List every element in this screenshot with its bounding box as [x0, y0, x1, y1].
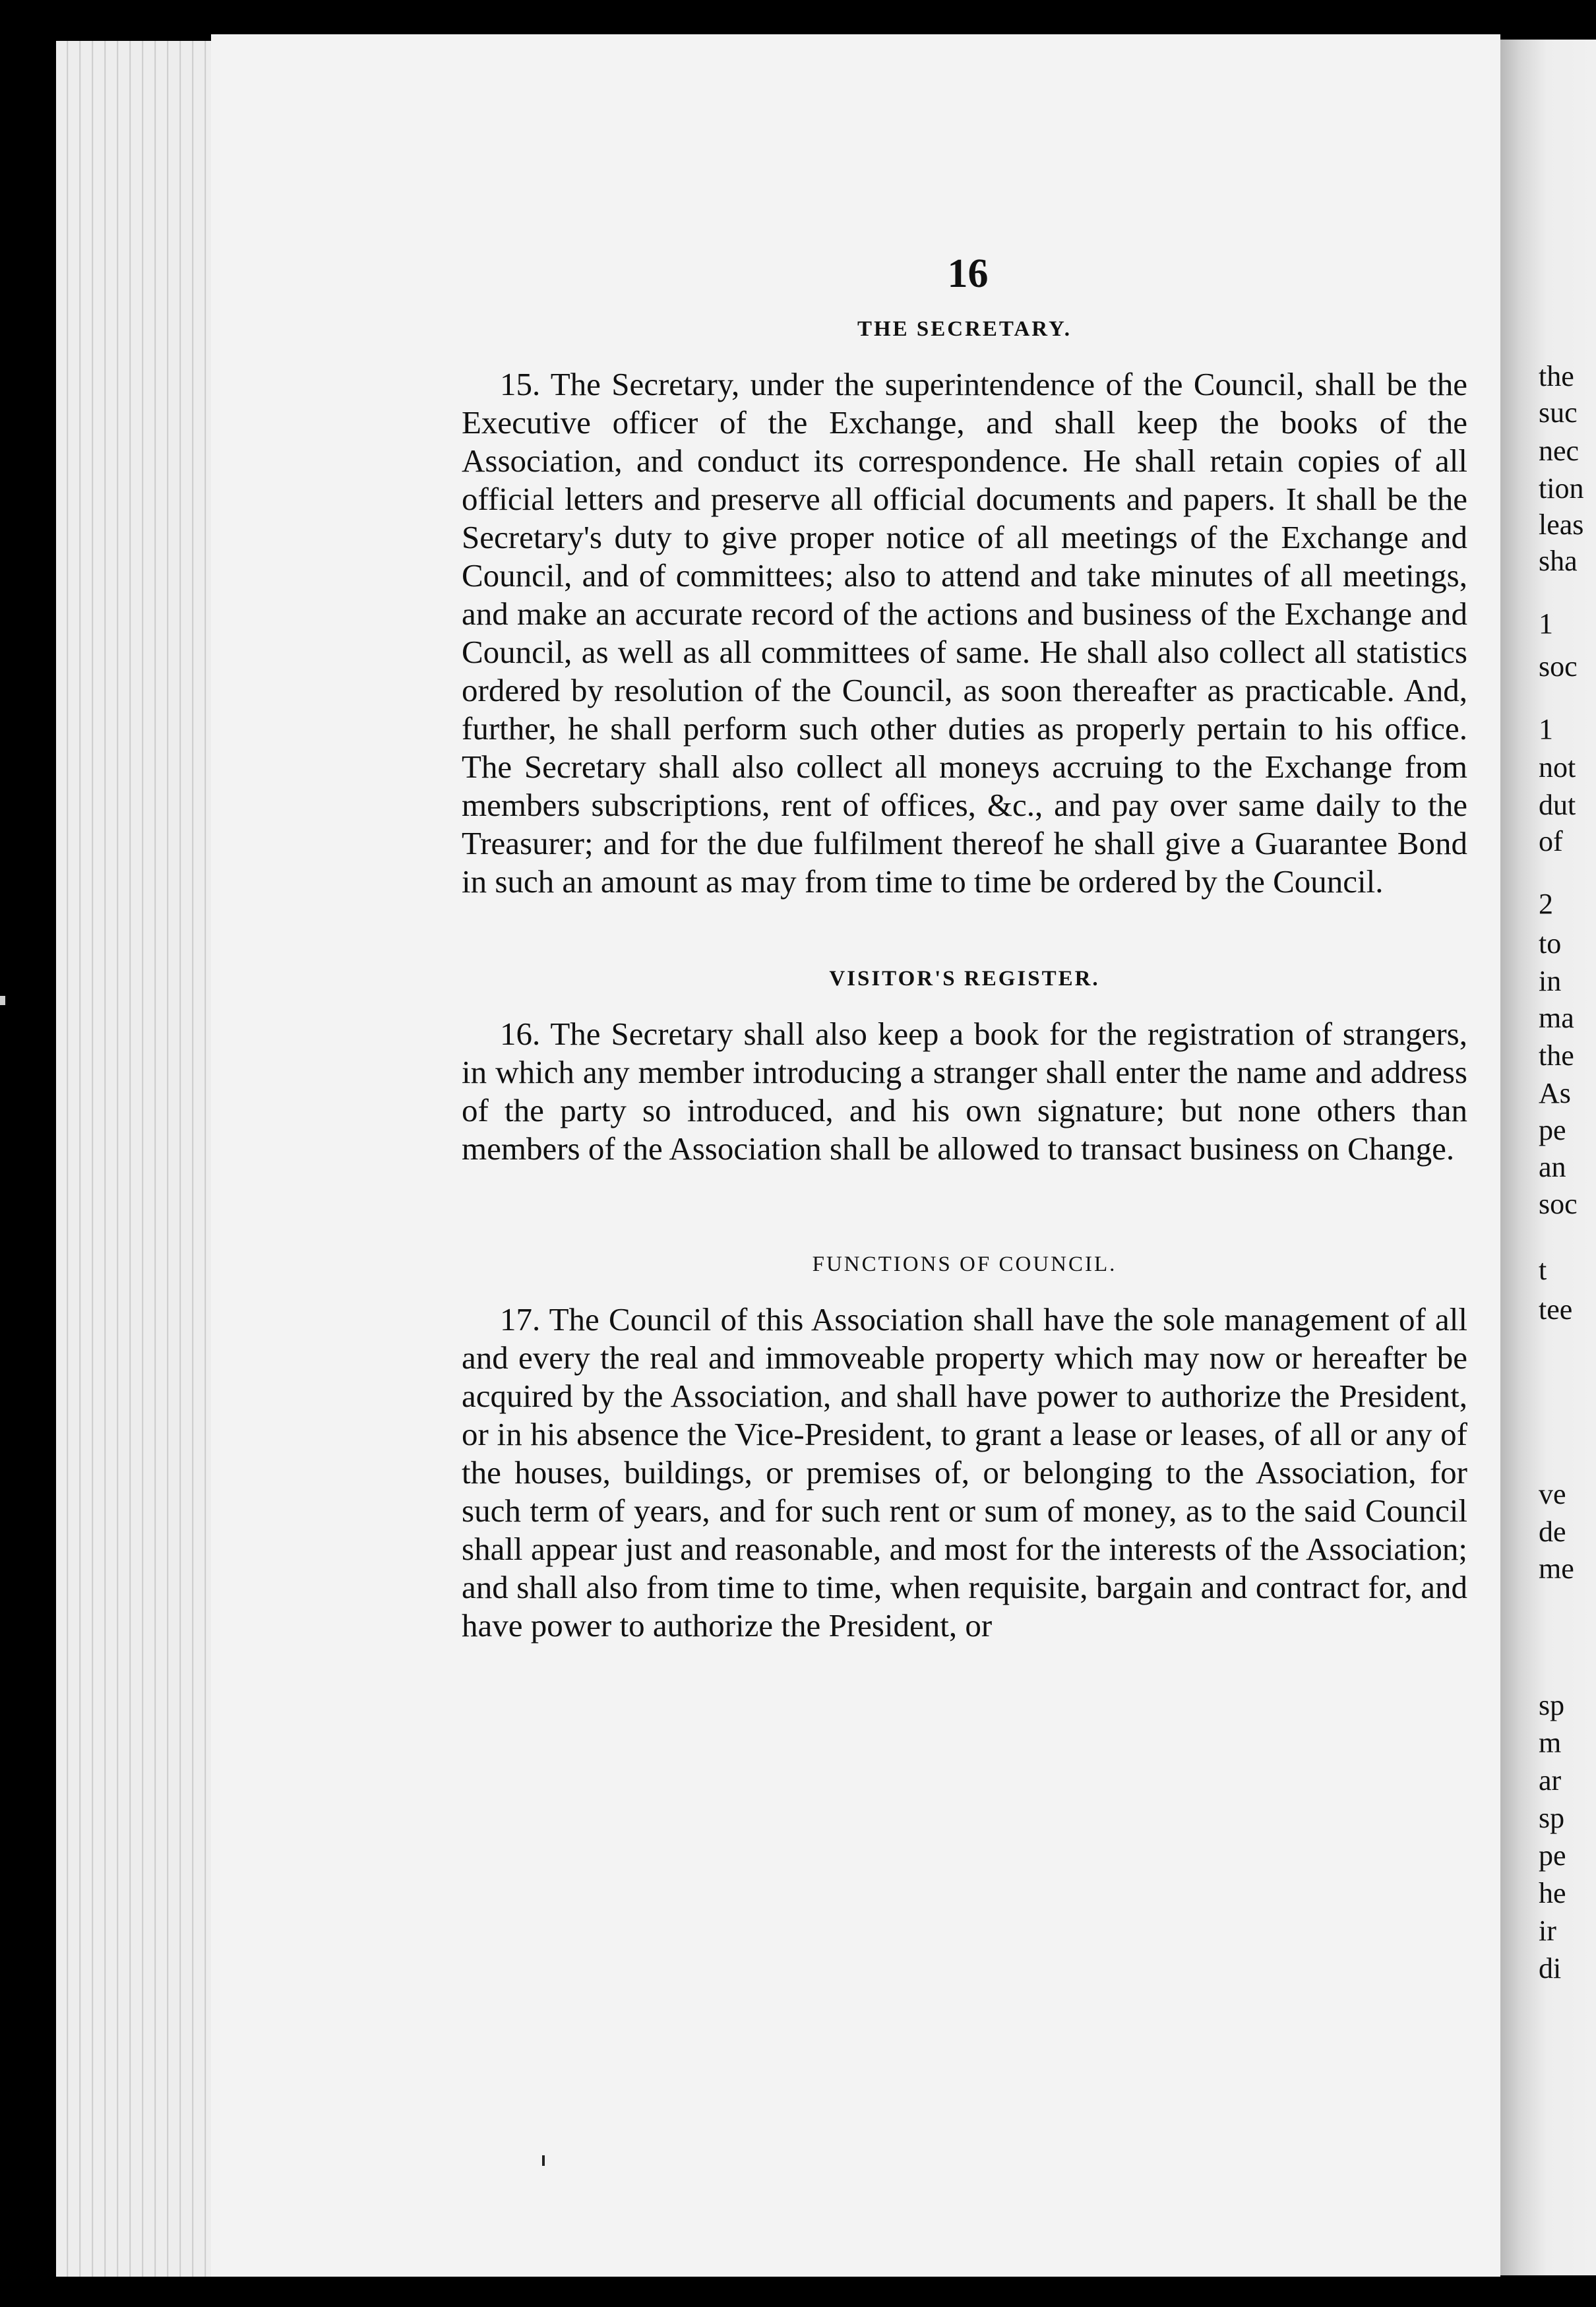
facing-fragment: the — [1539, 1039, 1574, 1072]
facing-fragment: ve — [1539, 1478, 1566, 1510]
facing-fragment: ma — [1539, 1002, 1574, 1034]
facing-fragment: As — [1539, 1077, 1571, 1109]
edge-mark — [0, 996, 5, 1005]
page-content — [462, 251, 1467, 1645]
facing-page — [1500, 40, 1596, 2275]
facing-fragment: sha — [1539, 545, 1578, 577]
section-heading-functions-of-council: FUNCTIONS OF COUNCIL. — [812, 1252, 1117, 1276]
facing-fragment: pe — [1539, 1114, 1566, 1146]
section-paragraph-visitors-register: 16. The Secretary shall also keep a book for the registration of strangers, in which any member introducing a stranger shall enter the name and address of the party so introduced, and his own signature; but none others than members of the Association shall be allowed to transact business on Change. — [462, 1016, 1467, 1167]
facing-fragment: ir — [1539, 1915, 1556, 1947]
facing-fragment: he — [1539, 1877, 1566, 1909]
facing-fragment: soc — [1539, 1188, 1578, 1220]
facing-fragment: in — [1539, 965, 1562, 997]
facing-fragment: di — [1539, 1952, 1562, 1984]
section-paragraph-functions-of-council: 17. The Council of this Association shall have the sole management of all and every the real and immoveable property which may now or hereafter be acquired by the Association, and shall have power to authorize the President, or in his absence the Vice-President, to grant a lease or leases, of all or any of the houses, buildings, or premises of, or belonging to the Association, for such term of years, and for such rent or sum of money, as to the said Council shall appear just and reasonable, and most for the interests of the Association; and shall also from time to time, when requisite, bargain and contract for, and have power to authorize the President, or — [462, 1301, 1467, 1644]
facing-fragment: an — [1539, 1151, 1566, 1183]
facing-fragment: sp — [1539, 1802, 1565, 1834]
section-heading-visitors-register: VISITOR'S REGISTER. — [829, 967, 1100, 991]
facing-fragment: not — [1539, 751, 1576, 784]
page-edges — [56, 41, 214, 2277]
facing-fragment: m — [1539, 1727, 1562, 1759]
facing-fragment: ar — [1539, 1764, 1562, 1797]
facing-fragment: tee — [1539, 1293, 1573, 1326]
facing-fragment: to — [1539, 927, 1562, 960]
facing-fragment: nec — [1539, 435, 1580, 467]
facing-fragment: suc — [1539, 396, 1578, 429]
facing-fragment: dut — [1539, 789, 1576, 821]
facing-fragment: t — [1539, 1254, 1547, 1286]
facing-fragment: 2 — [1539, 888, 1553, 920]
facing-fragment: sp — [1539, 1689, 1565, 1721]
facing-fragment: 1 — [1539, 607, 1553, 640]
facing-fragment: soc — [1539, 650, 1578, 683]
facing-fragment: pe — [1539, 1839, 1566, 1872]
ink-mark — [542, 2155, 545, 2166]
facing-fragment: de — [1539, 1516, 1566, 1548]
facing-fragment: me — [1539, 1553, 1574, 1585]
section-paragraph-secretary: 15. The Secretary, under the superintendence of the Council, shall be the Executive officer of the Exchange, and shall keep the books of the Association, and conduct its correspondence. He shall retain copies of all official letters and preserve all official documents and papers. It shall be the Secretary's duty to give proper notice of all meetings of the Exchange and Council, and of committees; also to attend and take minutes of all meetings, and make an accurate record of the actions and business of the Exchange and Council, as well as all committees of same. He shall also collect all statistics ordered by resolution of the Council, as soon thereafter as practicable. And, further, he shall perform such other duties as properly pertain to his office. The Secretary shall also collect all moneys accruing to the Exchange from members subscriptions, rent of offices, &c., and pay over same daily to the Treasurer; and for the due fulfilment thereof he shall give a Guarantee Bond in such an amount as may from time to time be ordered by the Council. — [462, 366, 1467, 900]
facing-fragment: of — [1539, 825, 1563, 857]
facing-fragment: leas — [1539, 508, 1584, 541]
page-number: 16 — [947, 251, 989, 296]
facing-fragment: tion — [1539, 472, 1584, 505]
section-heading-secretary: THE SECRETARY. — [857, 317, 1072, 341]
facing-fragment: the — [1539, 360, 1574, 392]
facing-fragment: 1 — [1539, 713, 1553, 745]
